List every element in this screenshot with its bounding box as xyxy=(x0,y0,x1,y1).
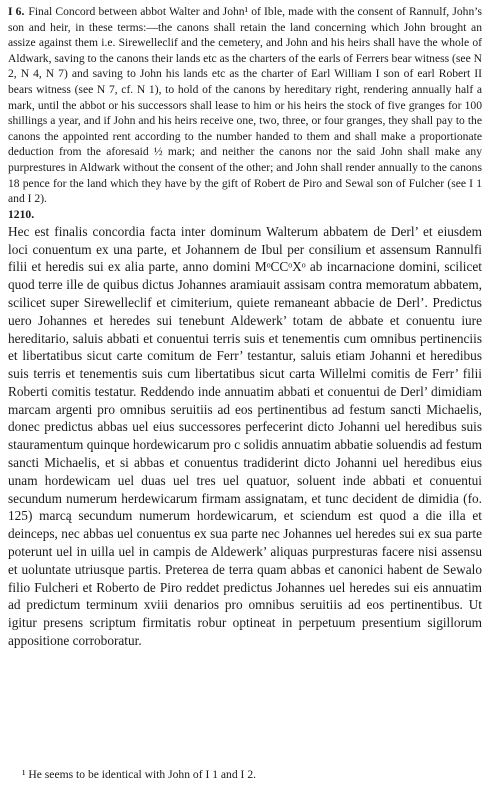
entry-year: 1210. xyxy=(8,207,35,221)
entry-summary-text: Final Concord between abbot Walter and John¹ of Ible, made with the consent of Rannulf, John’s son and heir, in these terms:—the canons shall retain the land concerning which John brought an assize against them i.e. Sirewelleclif and the cemetery, and John and his heirs shall have the whole of Aldwark, saving to the canons their lands etc as the charters of the earls of Ferrers bear witness (see N 2, N 4, N 7) and saving to John his lands etc as the charter of Earl William I son of earl Robert II bears witness (see N 7, cf. N 1), to hold of the canons by hereditary right, rendering annually half a mark, until the abbot or his successors shall lease to him or his heirs the stock of five granges for 100 shillings a year, and if John and his heirs receive one, two, three, or four granges, they shall pay to the canons the appointed rent according to the number handed to them and shall make a proportionate deduction from the aforesaid ½ mark; and neither the canons nor the said John shall make any purprestures in Aldwark without the consent of the other; and John shall render annually to the canons 18 pence for the land which they have by the gift of Robert de Piro and Sewal son of Fulcher (see I 1 and I 2). xyxy=(8,5,483,206)
entry-summary xyxy=(8,4,482,207)
latin-charter-text: Hec est finalis concordia facta inter dominum Walterum abbatem de Derl’ et eiusdem loci conuentum ex una parte, et Johannem de Ibul per consilium et assensum Rannulfi filii et heredis sui ex alia parte, anno domini MᵒCCᵒXᵒ ab incarnacione domini, scilicet quod terre ille de quibus dictus Johannes aramiauit assisam contra memoratum abbatem, scilicet super Sirewelleclif et cimiterium, quiete remaneant abbacie de Derl’. Predictus uero Johannes et heredes sui tenebunt Aldewerk’ totam de abbate et conuentu iure hereditario, saluis abbati et conuentui terris suis et tenementis cum omnibus pertinenciis et libertatibus sicut carte comitum de Ferr’ testantur, saluis etiam Johanni et heredibus suis terris et tenementis suis cum libertatibus sicut carta Willelmi comitis de Ferr’ filii Roberti comitis testatur. Reddendo inde annuatim abbati et conuentui de Derl’ dimidiam marcam argenti pro omnibus seruitiis ad eos pertinentibus ad festum sancti Michaelis, donec predictus abbas uel eius successores perfecerint dicto Johanni uel heredibus suis stauramentum quinque hordewicarum pro c solidis annuatim abbatie soluendis ad festum sancti Michaelis, et si abbas et conuentus tradiderint dicto Johanni uel heredibus eius unam hordewicam uel duas uel tres uel quatuor, soluent inde abbati et conuentui secundum numerum herdewicarum firmam assignatam, et tunc decident de dimidia (fo. 125) marcą secundum numerum hordewicarum, et sciendum est quod a die illa et deinceps, nec abbas uel conuentus ex sua parte nec Johannes uel heredes sui ex sua parte poterunt uel in uilla uel in campis de Aldewerk’ aliquas purpresturas facere nisi assensu et uoluntate utriusque partis. Preterea de terra quam abbas et canonici habent de Sewalo filio Fulcheri et Roberto de Piro reddet predictus Johannes uel heredes sui eis annuatim ad predictum terminum xviii denarios pro omnibus seruitiis ad eos pertinentibus. Ut igitur presens scriptum firmitatis robur optineat in perpetuum presentium sigillorum appositione corroboratur. xyxy=(8,223,482,649)
footnote: ¹ He seems to be identical with John of I 1 and I 2. xyxy=(22,768,257,781)
entry-number: I 6. xyxy=(8,5,25,18)
